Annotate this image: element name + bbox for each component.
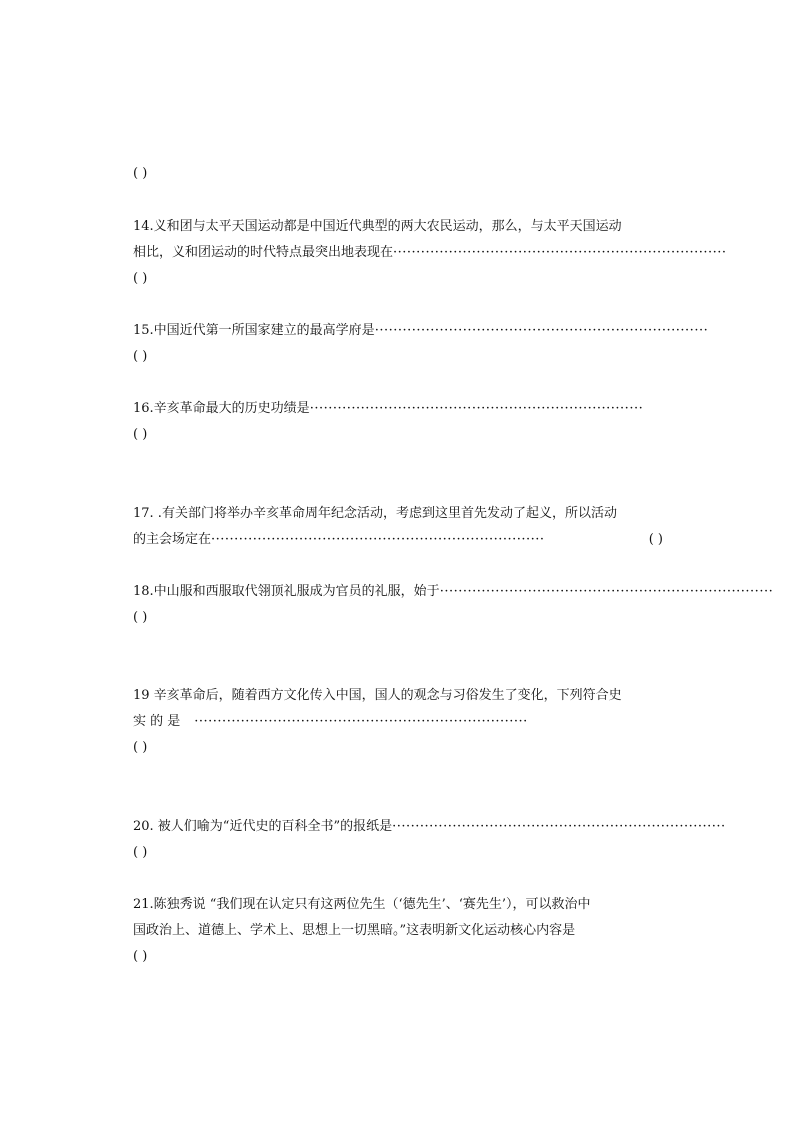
q16-answer-bracket: ( )	[133, 427, 148, 442]
leader-dots: ········································································	[211, 532, 545, 547]
q15-stem: 15.中国近代第一所国家建立的最高学府是 ········································································	[133, 323, 709, 338]
q17-answer-bracket: ( )	[648, 532, 663, 547]
q16-stem: 16.辛亥革命最大的历史功绩是 ········································································	[133, 401, 663, 417]
leader-dots: ········································································	[393, 245, 727, 260]
leader-dots: ········································································	[439, 584, 774, 599]
q17-stem-line1: 17. .有关部门将举办辛亥革命周年纪念活动，考虑到这里首先发动了起义，所以活动	[133, 506, 617, 521]
q18-stem: 18.中山服和西服取代翎顶礼服成为官员的礼服，始于 ········································································	[133, 584, 774, 599]
q14-stem-line1: 14.义和团与太平天国运动都是中国近代典型的两大农民运动，那么，与太平天国运动	[133, 219, 622, 234]
q17-stem-line2: 的主会场定在 ········································································ ( )	[133, 532, 663, 547]
leader-dots: ········································································	[194, 714, 528, 729]
q21-stem-line2: 国政治上、道德上、学术上、思想上一切黑暗。”这表明新文化运动核心内容是	[133, 923, 576, 938]
q18-answer-bracket: ( )	[133, 610, 148, 625]
q19-answer-bracket: ( )	[133, 740, 148, 755]
leader-dots: ········································································	[309, 401, 644, 416]
q19-stem-line1: 19 辛亥革命后，随着西方文化传入中国，国人的观念与习俗发生了变化，下列符合史	[133, 688, 622, 703]
leader-dots: ········································································	[392, 819, 726, 834]
q14-answer-bracket: ( )	[133, 271, 148, 286]
q20-stem: 20. 被人们喻为“近代史的百科全书”的报纸是 ········································································	[133, 819, 726, 834]
q19-stem-line2: 实 的 是 ········································································	[133, 714, 663, 730]
leader-dots: ········································································	[374, 323, 709, 338]
q21-stem-line1: 21.陈独秀说 “我们现在认定只有这两位先生（‘德先生’、‘赛先生’），可以救治中	[133, 897, 591, 912]
q14-stem-line2: 相比，义和团运动的时代特点最突出地表现在 ········································································	[133, 245, 727, 260]
q20-answer-bracket: ( )	[133, 845, 148, 860]
q13-answer-bracket: ( )	[133, 166, 148, 181]
q21-answer-bracket: ( )	[133, 949, 148, 964]
q15-answer-bracket: ( )	[133, 349, 148, 364]
